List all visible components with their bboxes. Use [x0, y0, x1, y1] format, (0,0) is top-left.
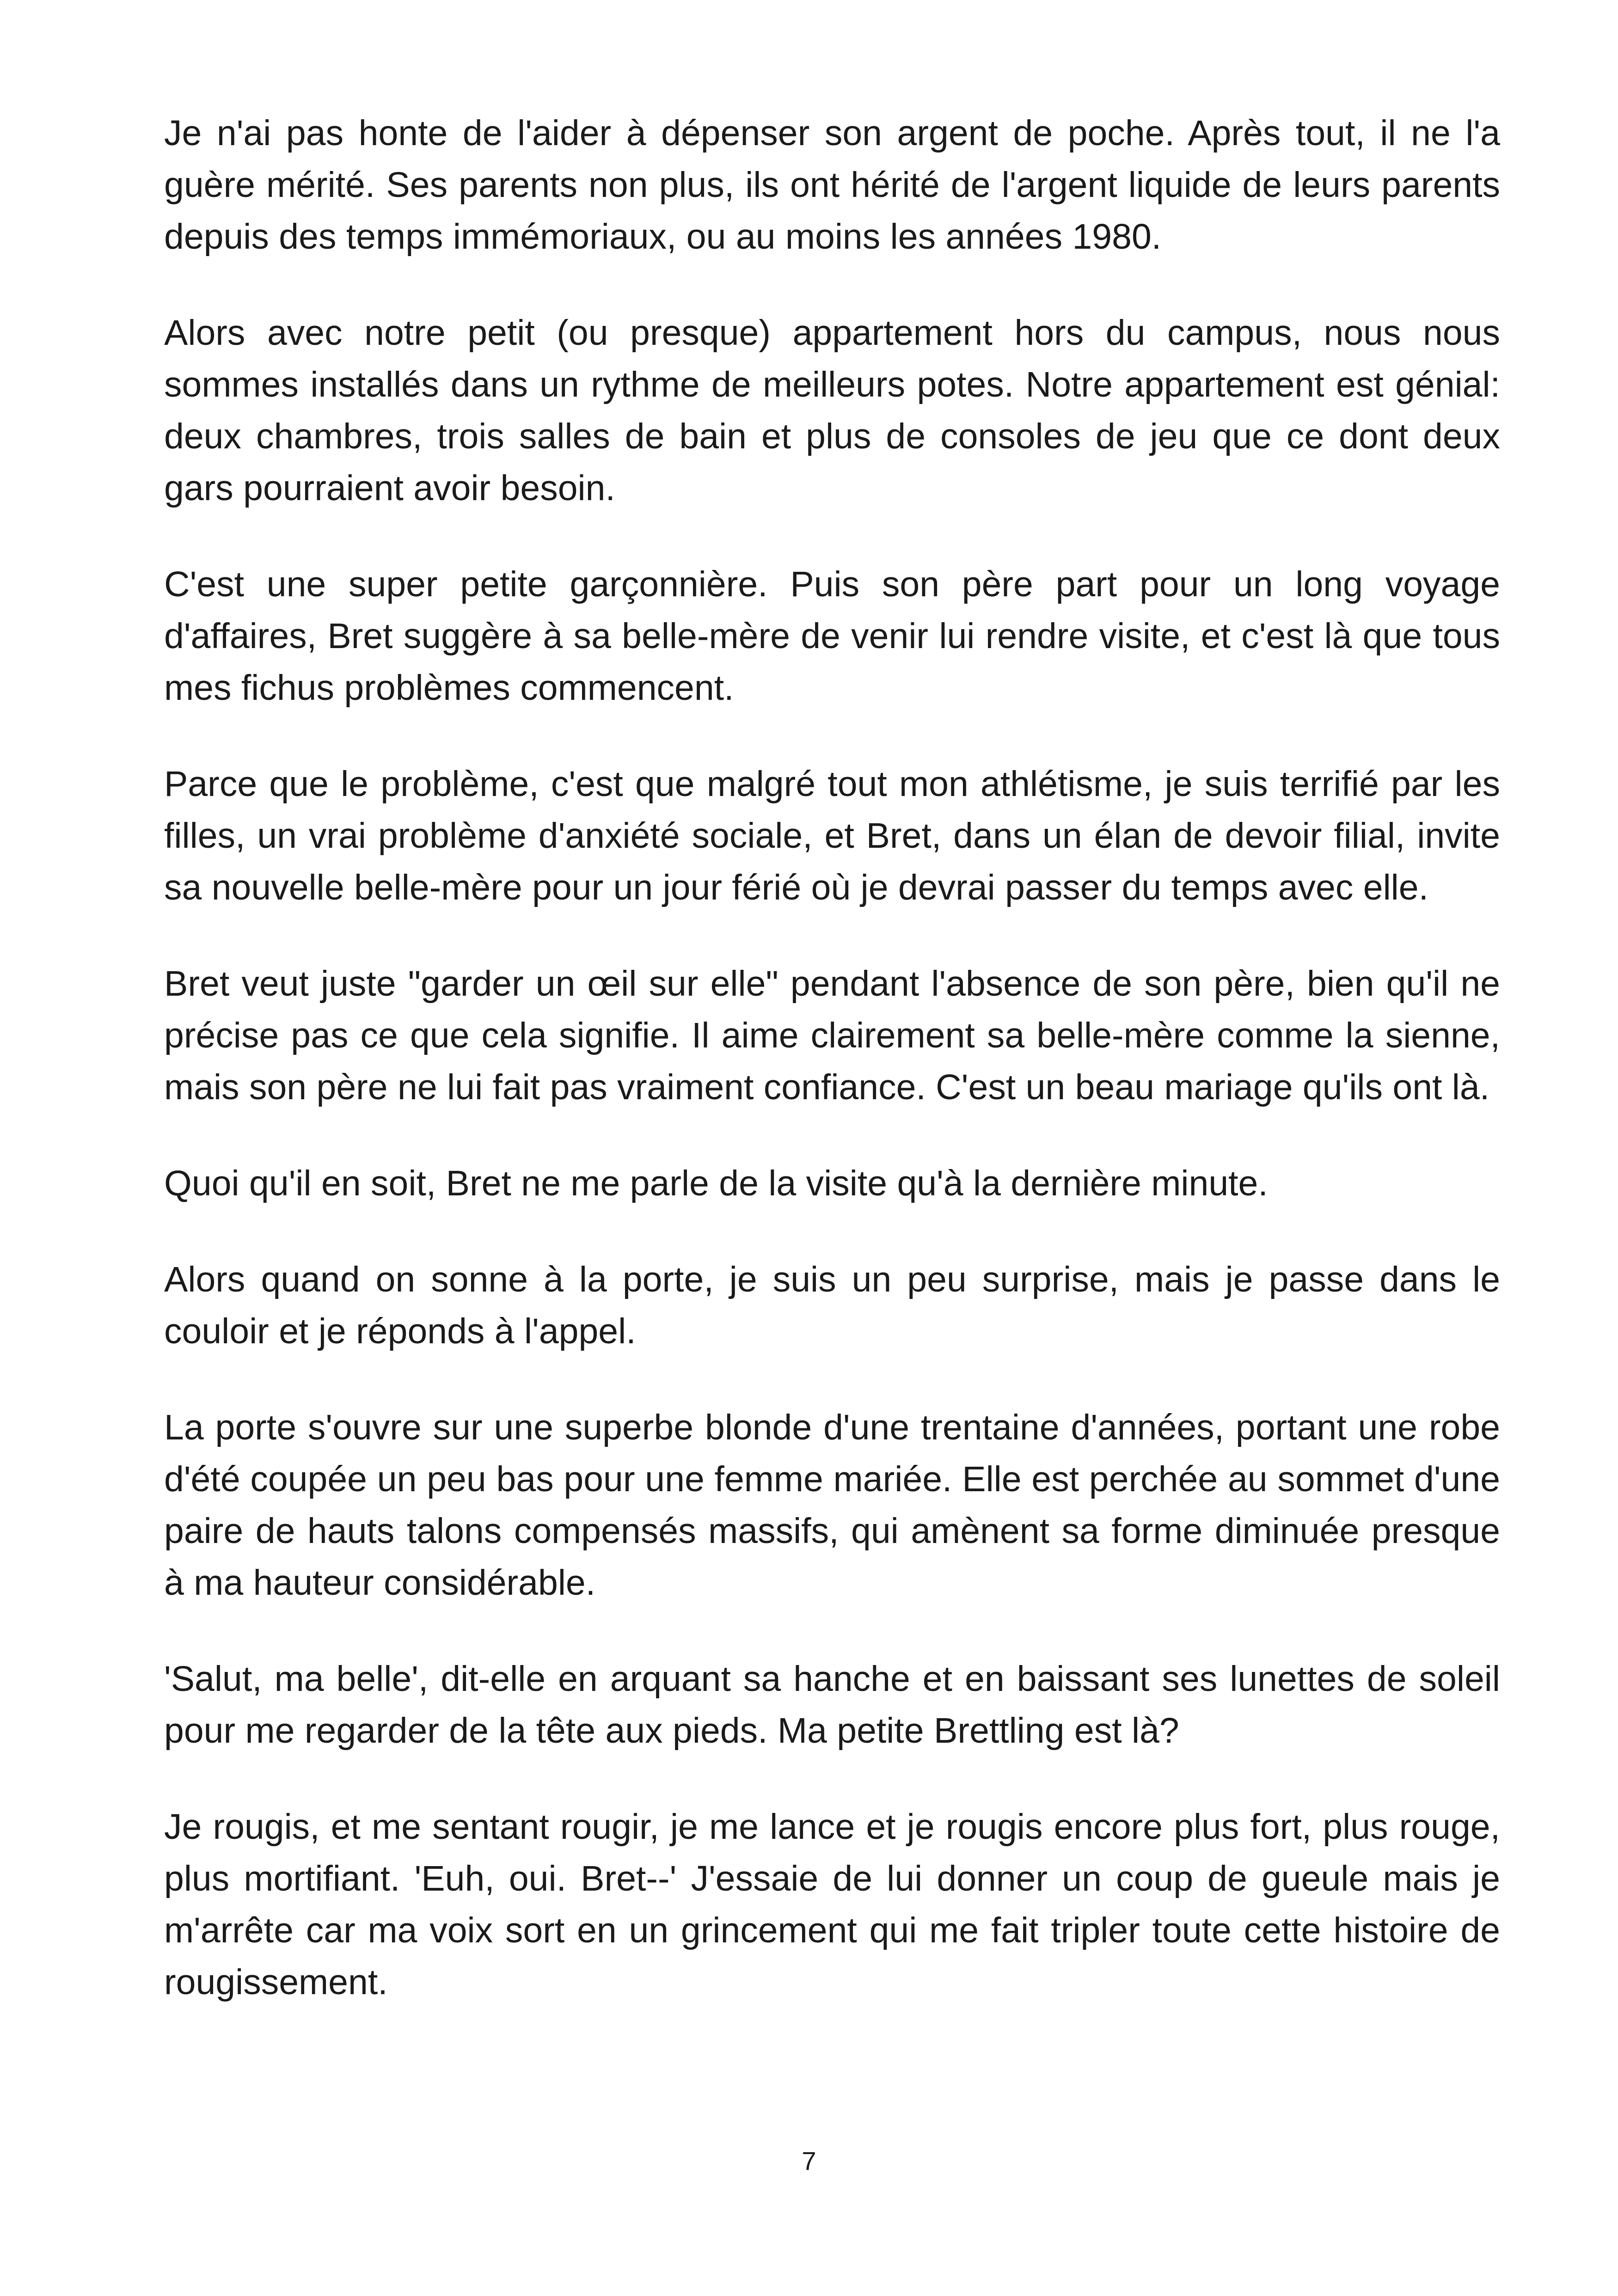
paragraph-6: Quoi qu'il en soit, Bret ne me parle de la visite qu'à la dernière minute. — [164, 1163, 1268, 1203]
paragraph-7: Alors quand on sonne à la porte, je suis un peu surprise, mais je passe dans le couloir et je réponds à l'appel. — [164, 1260, 1500, 1351]
paragraph-10: Je rougis, et me sentant rougir, je me lance et je rougis encore plus fort, plus rouge, plus mortifiant. 'Euh, oui. Bret--' J'essaie de lui donner un coup de gueule mais je m'arrête car ma voix sort en un grincement qui me fait tripler toute cette histoire de rougissement. — [164, 1807, 1500, 2002]
paragraph-2: Alors avec notre petit (ou presque) appartement hors du campus, nous nous sommes installés dans un rythme de meilleurs potes. Notre appartement est génial: deux chambres, trois salles de bain et plus de consoles de jeu que ce dont deux gars pourraient avoir besoin. — [164, 313, 1500, 508]
paragraph-5: Bret veut juste "garder un œil sur elle" pendant l'absence de son père, bien qu'il ne précise pas ce que cela signifie. Il aime clairement sa belle-mère comme la sienne, mais son père ne lui fait pas vraiment confiance. C'est un beau mariage qu'ils ont là. — [164, 964, 1500, 1107]
paragraph-4: Parce que le problème, c'est que malgré tout mon athlétisme, je suis terrifié par les filles, un vrai problème d'anxiété sociale, et Bret, dans un élan de devoir filial, invite sa nouvelle belle-mère pour un jour férié où je devrai passer du temps avec elle. — [164, 764, 1500, 907]
body-text — [164, 107, 1500, 2008]
paragraph-3: C'est une super petite garçonnière. Puis son père part pour un long voyage d'affaires, Bret suggère à sa belle-mère de venir lui rendre visite, et c'est là que tous mes fichus problèmes commencent. — [164, 564, 1500, 708]
paragraph-1: Je n'ai pas honte de l'aider à dépenser son argent de poche. Après tout, il ne l'a guère mérité. Ses parents non plus, ils ont hérité de l'argent liquide de leurs parents depuis des temps immémoriaux, ou au moins les années 1980. — [164, 113, 1500, 257]
paragraph-8: La porte s'ouvre sur une superbe blonde d'une trentaine d'années, portant une robe d'été coupée un peu bas pour une femme mariée. Elle est perchée au sommet d'une paire de hauts talons compensés massifs, qui amènent sa forme diminuée presque à ma hauteur considérable. — [164, 1408, 1500, 1603]
page-number: 7 — [802, 2146, 816, 2175]
paragraph-9: 'Salut, ma belle', dit-elle en arquant sa hanche et en baissant ses lunettes de soleil pour me regarder de la tête aux pieds. Ma petite Brettling est là? — [164, 1659, 1500, 1751]
